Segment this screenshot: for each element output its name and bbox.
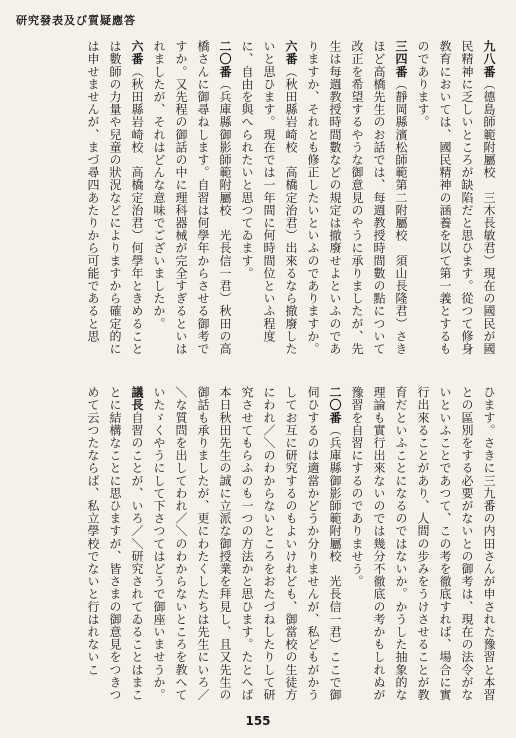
speaker-label: 二〇番 [328,386,342,424]
statement-text: 現在の國民が國民精神に乏しいところが缺陷だと思ひます。從つて修身教育においては、國民精神の涵養を以て第一義とするものであります。 [416,40,496,356]
statement-34 [302,40,412,360]
statement-98 [412,40,500,360]
speaker-affiliation: （兵庫縣御影師範附屬校 光長信一君） [328,423,342,651]
statement-6-a [236,40,302,360]
statement-chair [82,386,148,706]
statement-6-b [82,40,148,360]
statement-text: ここで御伺ひするのは適當かどうか分りませんが、私どもがかうしてお互に研究するのもよいけれども、御當校の生徒方にわれ／＼のわからないところをおたづねしたりして研究させてもらふのも一つの方法かと思ひます。たとへば本日秋田先生の誠に立派な御授業を拜見し、且又先生の御話も承りましたが、更にわたくしたちは先生にいろ／＼な質問を出してわれ／＼のわからないところを教へていたゞくやうにして下さつてはどうで御座いませうか。 [152,386,342,702]
statement-text: ひます。さきに三九番の内田さんが申された豫習と本習との區別をする必要がないとの御考は、現在の法令がないといふことであつて、この考を徹底すれば、場合に實行出來ることがあり、人間の步みをうけさせることが教育だといふことになるのではないか。かうした抽象的な理論も實行出來ないのでは幾分不徹底の考かもしれぬが豫習を自習にするのでありませう。 [350,386,496,701]
speaker-affiliation: （德島師範附屬校 三木長敏君） [482,77,496,267]
running-header: 研究發表及び質疑應答 [16,14,136,27]
speaker-label: 三四番 [394,40,408,78]
statement-text: 自習のことが、いろ／＼研究されてゐることはまことに結構なことに思ひますが、皆さまの御意見をつきつめて云つたならば、私立學校でないと行はれないこ [86,386,144,702]
speaker-label: 二〇番 [218,40,232,78]
speaker-label: 六番 [130,40,144,66]
speaker-label: 六番 [284,40,298,66]
statement-continuation [346,386,500,706]
lower-text-block [22,386,500,706]
speaker-affiliation: （秋田縣岩崎校 高橋定治君） [284,65,298,242]
statement-20-b [148,386,346,706]
statement-text: 秋田の高橋さんに御尋ねします。自習は何學年からさせる御考ですか。又先程の御話の中に理科器械が完全すぎるといはれましたが、それはどんな意味でございましたか。 [152,40,232,356]
speaker-affiliation: （靜岡縣濱松師範第二附屬校 須山長隆君） [394,77,408,330]
statement-text: さきほど高橋先生のお話では、每週教授時間數の點について改正を希望するやうな御意見のやうに承りましたが、先生は每週教授時間數などの規定は撤廢せよといふのでありますか、それとも修正したいといふのでありますか。 [306,40,408,356]
speaker-affiliation: （兵庫縣御影師範附屬校 光長信一君） [218,77,232,305]
speaker-affiliation: （秋田縣岩崎校 高橋定治君） [130,65,144,242]
statement-20-a [148,40,236,360]
upper-text-block [22,40,500,360]
page-number: 155 [245,714,271,728]
speaker-label: 九八番 [482,40,496,78]
speaker-label: 議長 [130,386,144,412]
statement-text: 何學年ときめることは數師の力量や兒童の狀況などによりますから確定的には申せませんが、まづ尋四あたりから可能であると思 [86,40,144,356]
statement-text: 出來るなら撤廢したいと思ひます。現在では一年間に何時間位といふ程度に、自由を與へられたいと思つてゐます。 [240,40,298,356]
